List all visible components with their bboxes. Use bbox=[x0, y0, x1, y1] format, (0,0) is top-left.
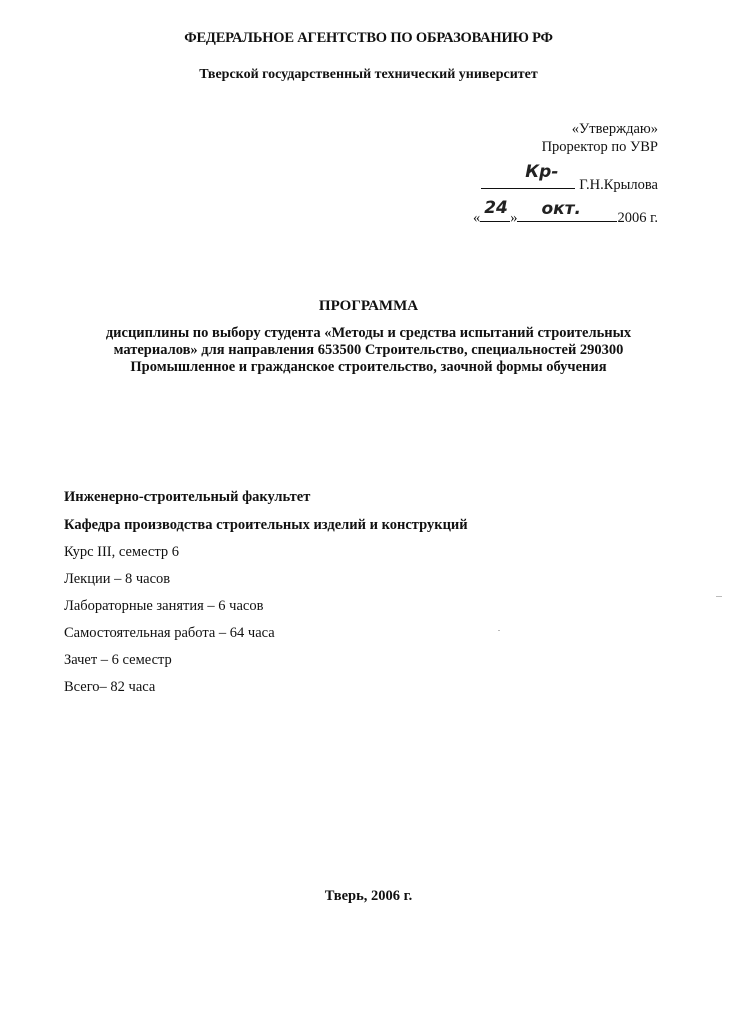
date-open-quote: « bbox=[472, 210, 481, 226]
total-hours: Всего– 82 часа bbox=[64, 679, 156, 695]
date-day-handwritten: 24 bbox=[484, 198, 508, 218]
program-description-line-1: дисциплины по выбору студента «Методы и средства испытаний строительных bbox=[105, 325, 632, 341]
date-close-quote: » bbox=[510, 210, 518, 226]
program-description-line-2: материалов» для направления 653500 Строительство, специальностей 290300 bbox=[113, 342, 624, 358]
program-title: ПРОГРАММА bbox=[318, 298, 419, 314]
scan-speck bbox=[498, 630, 500, 631]
scan-speck bbox=[716, 596, 722, 597]
date-month-underline bbox=[517, 199, 617, 222]
university-name: Тверской государственный технический университет bbox=[199, 67, 538, 82]
course-semester: Курс III, семестр 6 bbox=[64, 544, 179, 560]
handwritten-signature: Кр- bbox=[525, 162, 559, 182]
approval-date bbox=[472, 198, 658, 227]
date-day-underline bbox=[480, 198, 510, 222]
lab-hours: Лабораторные занятия – 6 часов bbox=[64, 598, 264, 614]
approval-position: Проректор по УВР bbox=[541, 139, 658, 155]
department: Кафедра производства строительных изделий и конструкций bbox=[64, 517, 468, 533]
date-month-handwritten: окт. bbox=[541, 199, 581, 219]
signature-underline bbox=[481, 162, 575, 189]
approval-signature-line bbox=[481, 162, 658, 194]
program-description-line-3: Промышленное и гражданское строительство, заочной формы обучения bbox=[130, 359, 607, 375]
approval-heading: «Утверждаю» bbox=[571, 121, 658, 137]
date-year: 2006 г. bbox=[617, 210, 658, 226]
city-year: Тверь, 2006 г. bbox=[324, 888, 413, 904]
faculty: Инженерно-строительный факультет bbox=[64, 489, 311, 505]
ministry-header: ФЕДЕРАЛЬНОЕ АГЕНТСТВО ПО ОБРАЗОВАНИЮ РФ bbox=[184, 30, 553, 46]
credit-semester: Зачет – 6 семестр bbox=[64, 652, 172, 668]
self-study-hours: Самостоятельная работа – 64 часа bbox=[64, 625, 275, 641]
signatory-name: Г.Н.Крылова bbox=[579, 177, 658, 193]
lectures-hours: Лекции – 8 часов bbox=[64, 571, 171, 587]
